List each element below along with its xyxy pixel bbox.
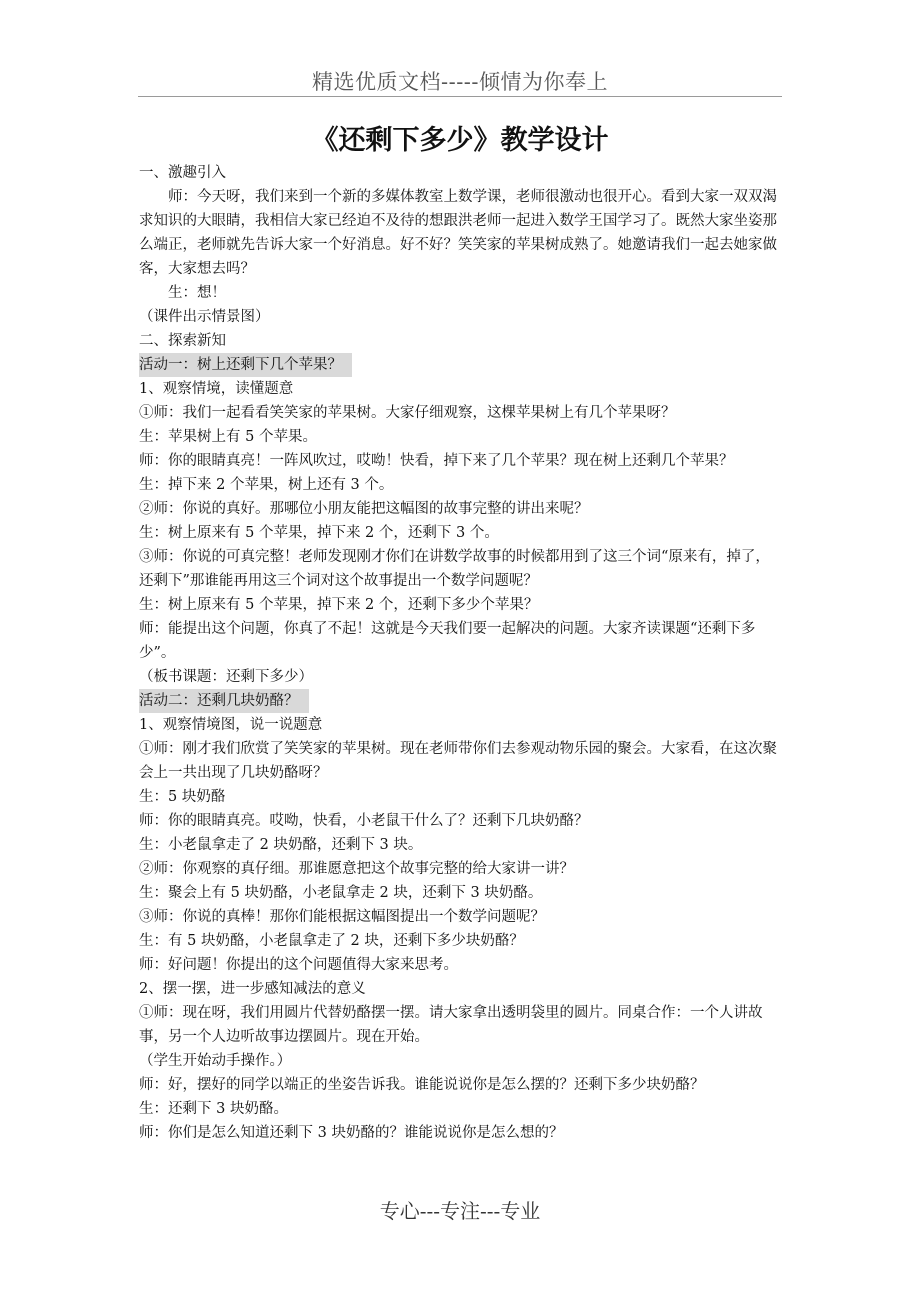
paragraph: ③师：你说的真棒！那你们能根据这幅图提出一个数学问题呢？ bbox=[139, 909, 545, 925]
paragraph: 师：好问题！你提出的这个问题值得大家来思考。 bbox=[139, 957, 458, 973]
paragraph: 1、观察情境图，说一说题意 bbox=[139, 717, 323, 733]
paragraph: 生：苹果树上有 5 个苹果。 bbox=[139, 429, 317, 445]
paragraph: 生：树上原来有 5 个苹果，掉下来 2 个，还剩下 3 个。 bbox=[139, 525, 499, 541]
paragraph: （课件出示情景图） bbox=[139, 309, 270, 325]
document-title: 《还剩下多少》教学设计 bbox=[311, 125, 609, 156]
paragraph: 生：有 5 块奶酪，小老鼠拿走了 2 块，还剩下多少块奶酪？ bbox=[139, 933, 524, 949]
paragraph: 生：树上原来有 5 个苹果，掉下来 2 个，还剩下多少个苹果？ bbox=[139, 597, 539, 613]
paragraph: 一、激趣引入 bbox=[139, 165, 226, 181]
paragraph: ②师：你说的真好。那哪位小朋友能把这幅图的故事完整的讲出来呢？ bbox=[139, 501, 589, 517]
header-divider bbox=[138, 96, 782, 97]
paragraph: ①师：我们一起看看笑笑家的苹果树。大家仔细观察，这棵苹果树上有几个苹果呀？ bbox=[139, 405, 676, 421]
highlighted-heading-text: 活动二：还剩几块奶酪？ bbox=[139, 689, 309, 713]
page-footer: 专心---专注---专业 bbox=[379, 1199, 541, 1223]
paragraph: 生：还剩下 3 块奶酪。 bbox=[139, 1101, 288, 1117]
paragraph: 师：今天呀，我们来到一个新的多媒体教室上数学课，老师很激动也很开心。看到大家一双双渴求知识的大眼睛，我相信大家已经迫不及待的想跟洪老师一起进入数学王国学习了。既然大家坐姿那么端正，老师就先告诉大家一个好消息。好不好？笑笑家的苹果树成熟了。她邀请我们一起去她家做客，大家想去吗？ bbox=[139, 189, 777, 277]
paragraph: ①师：刚才我们欣赏了笑笑家的苹果树。现在老师带你们去参观动物乐园的聚会。大家看，在这次聚会上一共出现了几块奶酪呀？ bbox=[139, 741, 777, 781]
paragraph: ①师：现在呀，我们用圆片代替奶酪摆一摆。请大家拿出透明袋里的圆片。同桌合作：一个人讲故事，另一个人边听故事边摆圆片。现在开始。 bbox=[139, 1005, 763, 1045]
activity-heading bbox=[139, 353, 781, 377]
page-header: 精选优质文档-----倾情为你奉上 bbox=[312, 70, 608, 94]
paragraph: 生：小老鼠拿走了 2 块奶酪，还剩下 3 块。 bbox=[139, 837, 423, 853]
paragraph: 1、观察情境，读懂题意 bbox=[139, 381, 294, 397]
paragraph: 师：能提出这个问题，你真了不起！这就是今天我们要一起解决的问题。大家齐读课题“还剩下多少”。 bbox=[139, 621, 756, 661]
paragraph: 二、探索新知 bbox=[139, 333, 226, 349]
paragraph: 生：掉下来 2 个苹果，树上还有 3 个。 bbox=[139, 477, 394, 493]
paragraph: （板书课题：还剩下多少） bbox=[139, 669, 313, 685]
paragraph: 师：好，摆好的同学以端正的坐姿告诉我。谁能说说你是怎么摆的？还剩下多少块奶酪？ bbox=[139, 1077, 705, 1093]
paragraph: ②师：你观察的真仔细。那谁愿意把这个故事完整的给大家讲一讲？ bbox=[139, 861, 574, 877]
paragraph: 师：你的眼睛真亮。哎呦，快看，小老鼠干什么了？还剩下几块奶酪？ bbox=[139, 813, 589, 829]
highlighted-heading-text: 活动一：树上还剩下几个苹果？ bbox=[139, 353, 352, 377]
document-body bbox=[139, 161, 781, 1145]
paragraph: 师：你的眼睛真亮！一阵风吹过，哎呦！快看，掉下来了几个苹果？现在树上还剩几个苹果？ bbox=[139, 453, 734, 469]
paragraph: ③师：你说的可真完整！老师发现刚才你们在讲数学故事的时候都用到了这三个词“原来有，掉了，还剩下”那谁能再用这三个词对这个故事提出一个数学问题呢？ bbox=[139, 549, 770, 589]
paragraph: （学生开始动手操作。） bbox=[139, 1053, 292, 1069]
paragraph: 生：聚会上有 5 块奶酪，小老鼠拿走 2 块，还剩下 3 块奶酪。 bbox=[139, 885, 543, 901]
paragraph: 生：5 块奶酪 bbox=[139, 789, 226, 805]
paragraph: 生：想！ bbox=[168, 285, 226, 301]
paragraph: 师：你们是怎么知道还剩下 3 块奶酪的？谁能说说你是怎么想的？ bbox=[139, 1125, 564, 1141]
paragraph: 2、摆一摆，进一步感知减法的意义 bbox=[139, 981, 366, 997]
activity-heading bbox=[139, 689, 781, 713]
